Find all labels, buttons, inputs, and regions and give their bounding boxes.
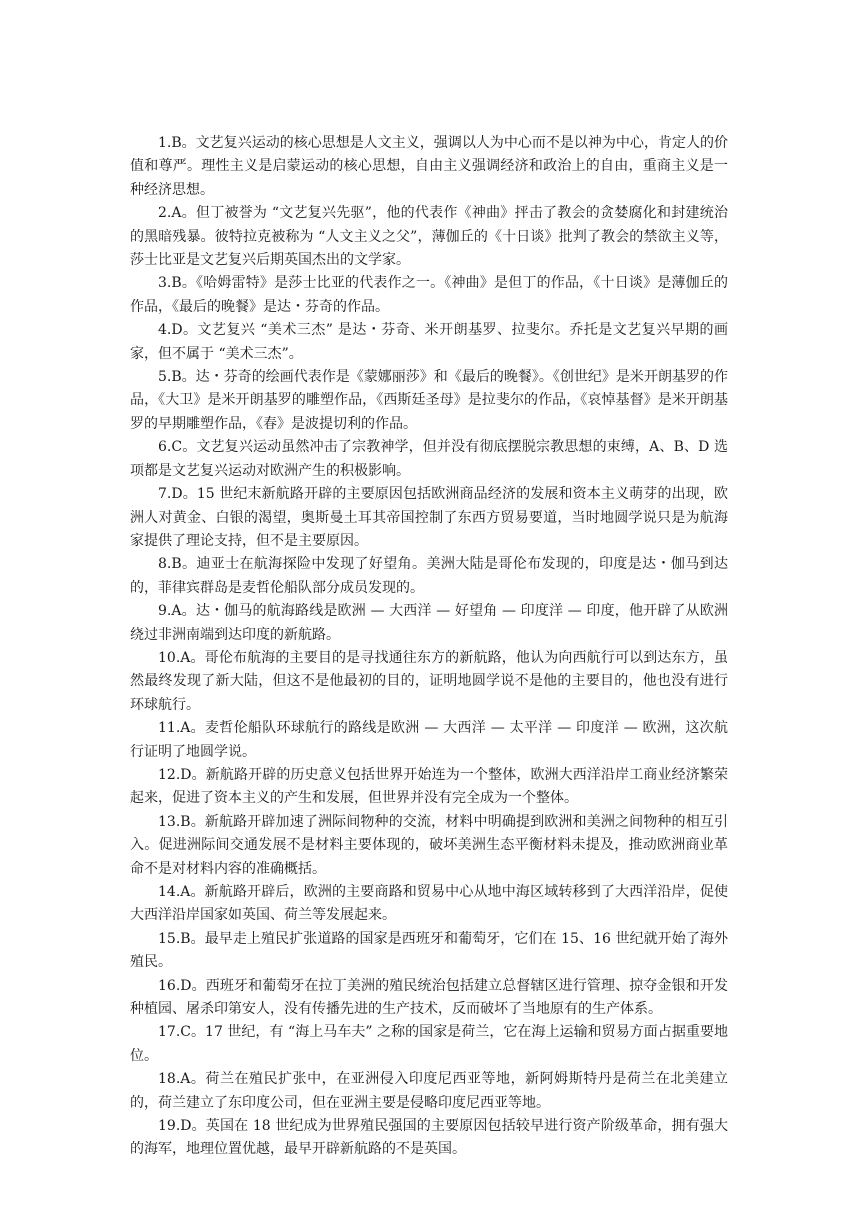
answer-item-10: 10.A。哥伦布航海的主要目的是寻找通往东方的新航路，他认为向西航行可以到达东方，虽然最终发现了新大陆，但这不是他最初的目的，证明地圆学说不是他的主要目的，他也没有进行环球航行。 — [130, 649, 728, 713]
answer-item-11: 11.A。麦哲伦船队环球航行的路线是欧洲 — 大西洋 — 太平洋 — 印度洋 — 欧洲，这次航行证明了地圆学说。 — [130, 720, 728, 760]
answer-item-6: 6.C。文艺复兴运动虽然冲击了宗教神学，但并没有彻底摆脱宗教思想的束缚，A、B、D 选项都是文艺复兴运动对欧洲产生的积极影响。 — [130, 439, 728, 479]
answer-item-2: 2.A。但丁被誉为 “文艺复兴先驱”，他的代表作《神曲》抨击了教会的贪婪腐化和封建统治的黑暗残暴。彼特拉克被称为 “人文主义之父”，薄伽丘的《十日谈》批判了教会的禁欲主义等，莎士比亚是文艺复兴后期英国杰出的文学家。 — [130, 205, 728, 269]
answer-item-12: 12.D。新航路开辟的历史意义包括世界开始连为一个整体，欧洲大西洋沿岸工商业经济繁荣起来，促进了资本主义的产生和发展，但世界并没有完全成为一个整体。 — [130, 766, 728, 807]
answer-item-19: 19.D。英国在 18 世纪成为世界殖民强国的主要原因包括较早进行资产阶级革命，拥有强大的海军，地理位置优越，最早开辟新航路的不是英国。 — [130, 1118, 728, 1158]
answer-item-9: 9.A。达・伽马的航海路线是欧洲 — 大西洋 — 好望角 — 印度洋 — 印度，他开辟了从欧洲绕过非洲南端到达印度的新航路。 — [130, 603, 728, 643]
answer-explanations — [130, 132, 728, 1162]
answer-item-16: 16.D。西班牙和葡萄牙在拉丁美洲的殖民统治包括建立总督辖区进行管理、掠夺金银和开发种植园、屠杀印第安人，没有传播先进的生产技术，反而破坏了当地原有的生产体系。 — [130, 977, 728, 1018]
answer-item-8: 8.B。迪亚士在航海探险中发现了好望角。美洲大陆是哥伦布发现的，印度是达・伽马到达的，菲律宾群岛是麦哲伦船队部分成员发现的。 — [130, 556, 728, 596]
answer-item-14: 14.A。新航路开辟后，欧洲的主要商路和贸易中心从地中海区域转移到了大西洋沿岸，促使大西洋沿岸国家如英国、荷兰等发展起来。 — [130, 884, 728, 924]
answer-item-3: 3.B。《哈姆雷特》是莎士比亚的代表作之一。《神曲》是但丁的作品，《十日谈》是薄伽丘的作品，《最后的晚餐》是达・芬奇的作品。 — [130, 275, 728, 315]
answer-item-4: 4.D。文艺复兴 “美术三杰” 是达・芬奇、米开朗基罗、拉斐尔。乔托是文艺复兴早期的画家，但不属于 “美术三杰”。 — [130, 322, 728, 362]
answer-item-17: 17.C。17 世纪，有 “海上马车夫” 之称的国家是荷兰，它在海上运输和贸易方面占据重要地位。 — [130, 1024, 728, 1064]
answer-item-5: 5.B。达・芬奇的绘画代表作是《蒙娜丽莎》和《最后的晚餐》。《创世纪》是米开朗基罗的作品，《大卫》是米开朗基罗的雕塑作品，《西斯廷圣母》是拉斐尔的作品，《哀悼基督》是米开朗基罗的早期雕塑作品，《春》是波提切利的作品。 — [130, 369, 728, 432]
answer-item-7: 7.D。15 世纪末新航路开辟的主要原因包括欧洲商品经济的发展和资本主义萌芽的出现，欧洲人对黄金、白银的渴望，奥斯曼土耳其帝国控制了东西方贸易要道，当时地圆学说只是为航海家提供了理论支持，但不是主要原因。 — [130, 486, 728, 549]
answer-item-1: 1.B。文艺复兴运动的核心思想是人文主义，强调以人为中心而不是以神为中心，肯定人的价值和尊严。理性主义是启蒙运动的核心思想，自由主义强调经济和政治上的自由，重商主义是一种经济思想。 — [130, 135, 728, 198]
answer-item-13: 13.B。新航路开辟加速了洲际间物种的交流，材料中明确提到欧洲和美洲之间物种的相互引入。促进洲际间交通发展不是材料主要体现的，破坏美洲生态平衡材料未提及，推动欧洲商业革命不是对材料内容的准确概括。 — [130, 813, 728, 877]
answer-item-18: 18.A。荷兰在殖民扩张中，在亚洲侵入印度尼西亚等地，新阿姆斯特丹是荷兰在北美建立的，荷兰建立了东印度公司，但在亚洲主要是侵略印度尼西亚等地。 — [130, 1071, 728, 1111]
answer-item-15: 15.B。最早走上殖民扩张道路的国家是西班牙和葡萄牙，它们在 15、16 世纪就开始了海外殖民。 — [130, 930, 728, 971]
